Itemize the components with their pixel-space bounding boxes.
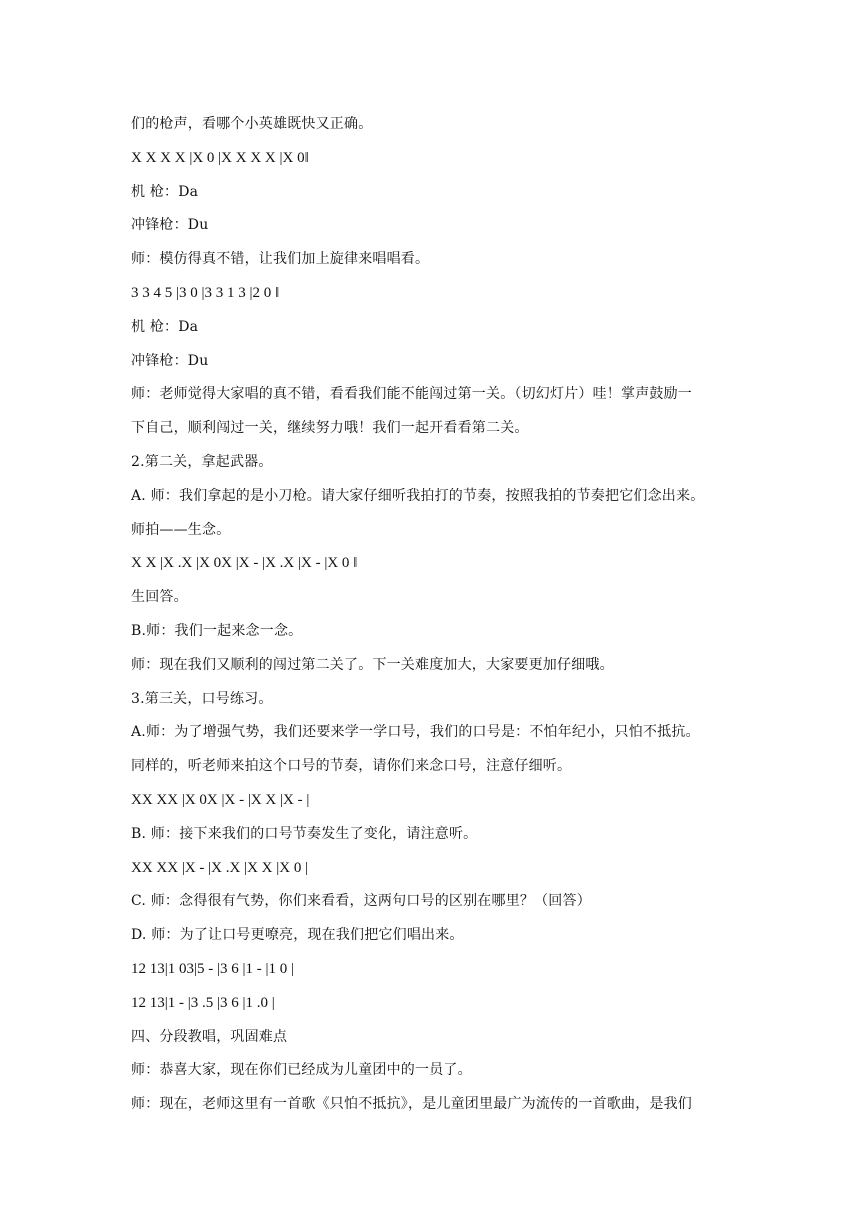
section-heading: 3.第三关，口号练习。: [131, 690, 273, 707]
rhythm-notation-line: XX XX |X - |X .X |X X |X 0 |: [131, 859, 309, 876]
section-heading: 四、分段教唱，巩固难点: [131, 1028, 288, 1045]
document-body: [131, 108, 731, 1122]
text-line: A. 师：我们拿起的是小刀枪。请大家仔细听我拍打的节奏，按照我拍的节奏把它们念出来。: [131, 487, 705, 504]
rhythm-notation-line: XX XX |X 0X |X - |X X |X - |: [131, 791, 310, 808]
text-line: 师：现在，老师这里有一首歌《只怕不抵抗》，是儿童团里最广为流传的一首歌曲，是我们: [131, 1096, 692, 1113]
text-line: A.师：为了增强气势，我们还要来学一学口号，我们的口号是：不怕年纪小，只怕不抵抗。: [131, 724, 700, 741]
text-line: 同样的，听老师来拍这个口号的节奏，请你们来念口号，注意仔细听。: [131, 758, 572, 775]
text-line: 冲锋枪：Du: [131, 352, 209, 369]
rhythm-notation-line: X X X X |X 0 |X X X X |X 0‖: [131, 149, 309, 166]
text-line: 机 枪：Da: [131, 318, 199, 335]
text-line: 师：恭喜大家，现在你们已经成为儿童团中的一员了。: [131, 1062, 472, 1079]
text-line: B.师：我们一起来念一念。: [131, 622, 303, 639]
text-line: C. 师：念得很有气势，你们来看看，这两句口号的区别在哪里？（回答）: [131, 893, 591, 910]
melody-notation-line: 3 3 4 5 |3 0 |3 3 1 3 |2 0 ‖: [131, 284, 280, 301]
text-line: 生回答。: [131, 589, 188, 606]
text-line: B. 师：接下来我们的口号节奏发生了变化，请注意听。: [131, 825, 478, 842]
text-line: 下自己，顺利闯过一关，继续努力哦！我们一起开看看第二关。: [131, 420, 529, 437]
text-line: 冲锋枪：Du: [131, 217, 209, 234]
text-line: 们的枪声，看哪个小英雄既快又正确。: [131, 116, 373, 132]
melody-notation-line: 12 13|1 03|5 - |3 6 |1 - |1 0 |: [131, 960, 295, 977]
text-line: D. 师：为了让口号更嘹亮，现在我们把它们唱出来。: [131, 927, 464, 944]
text-line: 师：老师觉得大家唱的真不错，看看我们能不能闯过第一关。（切幻灯片）哇！掌声鼓励一: [131, 386, 692, 403]
text-line: 师拍——生念。: [131, 521, 231, 538]
melody-notation-line: 12 13|1 - |3 .5 |3 6 |1 .0 |: [131, 994, 275, 1011]
text-line: 师：现在我们又顺利的闯过第二关了。下一关难度加大，大家要更加仔细哦。: [131, 656, 614, 673]
text-line: 师：模仿得真不错，让我们加上旋律来唱唱看。: [131, 251, 430, 268]
rhythm-notation-line: X X |X .X |X 0X |X - |X .X |X - |X 0 ‖: [131, 555, 358, 572]
text-line: 机 枪：Da: [131, 183, 199, 200]
section-heading: 2.第二关，拿起武器。: [131, 453, 273, 470]
